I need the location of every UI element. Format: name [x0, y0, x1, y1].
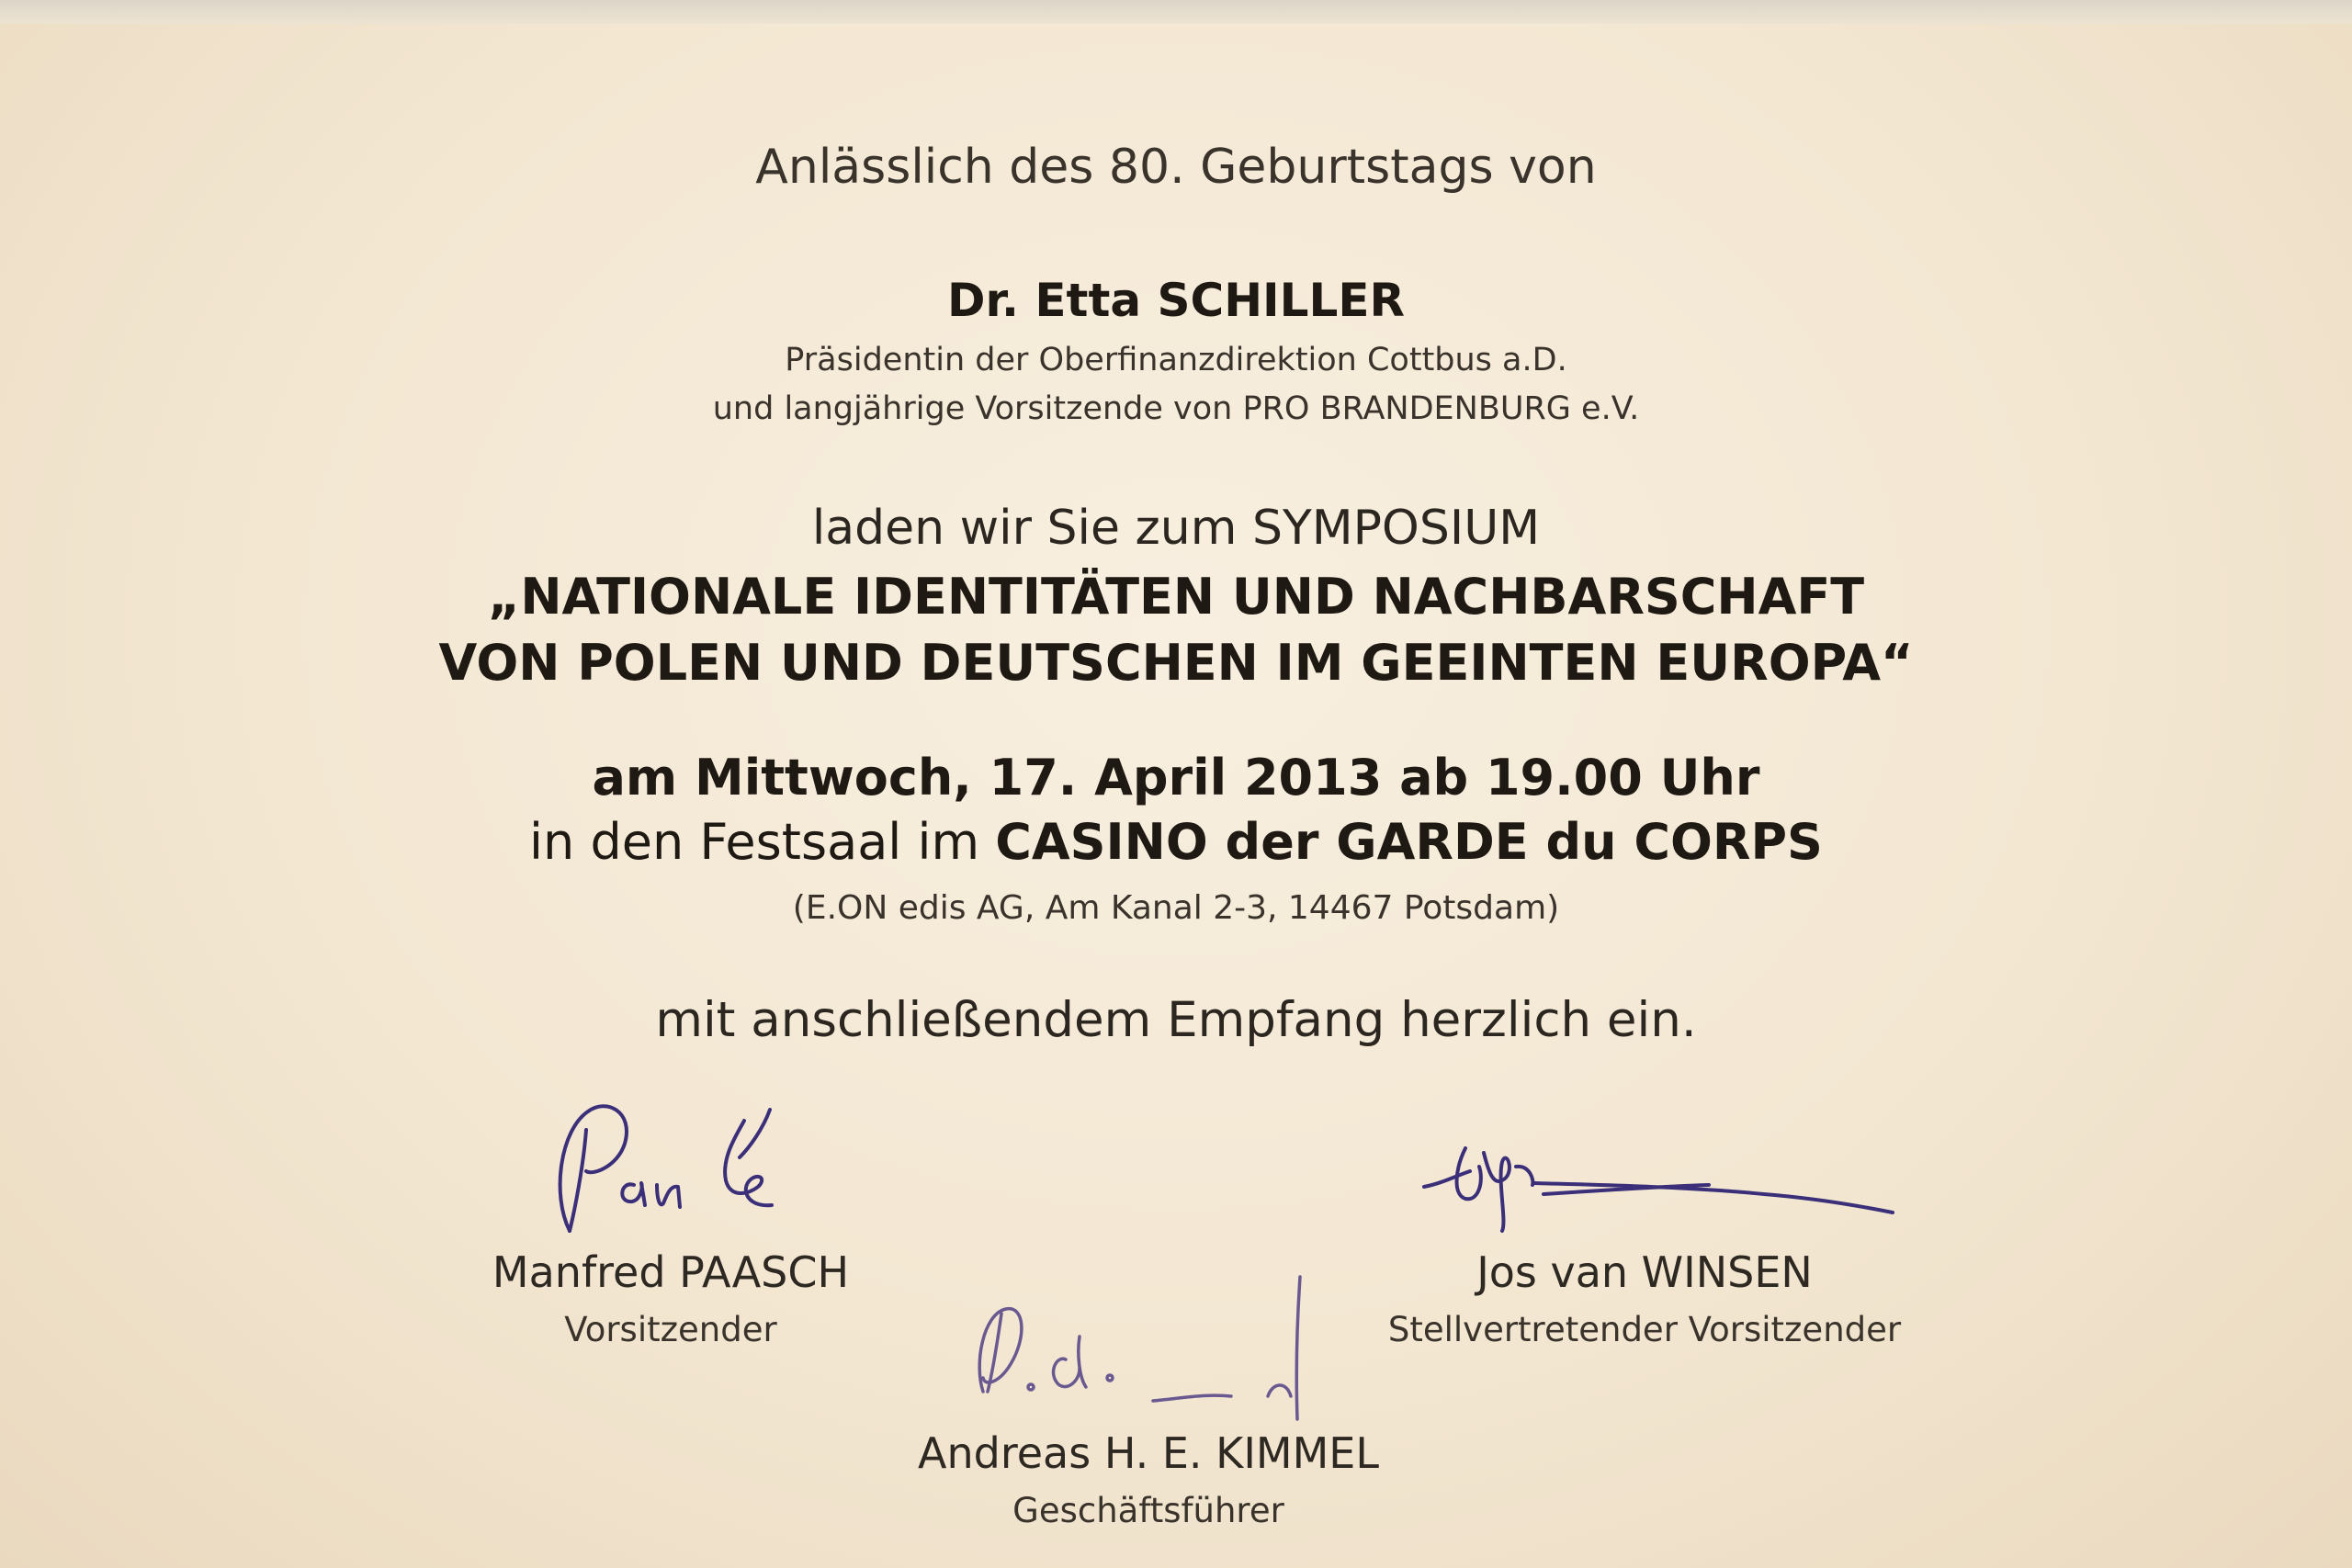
signatory-name: Jos van WINSEN	[1476, 1247, 1813, 1297]
event-date: am Mittwoch, 17. April 2013 ab 19.00 Uhr	[592, 749, 1760, 807]
signatory-kimmel	[845, 1428, 1452, 1530]
signatory-name: Manfred PAASCH	[492, 1247, 850, 1297]
signatory-paasch	[441, 1247, 900, 1349]
signatory-van-winsen	[1341, 1247, 1948, 1349]
signature-paasch	[533, 1093, 845, 1258]
invite-line: laden wir Sie zum SYMPOSIUM	[811, 501, 1541, 556]
event-place	[0, 813, 2352, 871]
honoree-title-line-2: und langjährige Vorsitzende von PRO BRANDENBURG e.V.	[712, 390, 1640, 427]
signatory-name: Andreas H. E. KIMMEL	[918, 1428, 1379, 1478]
place-prefix: in den Festsaal im	[529, 813, 996, 871]
closing-line: mit anschließendem Empfang herzlich ein.	[655, 992, 1697, 1048]
signature-van-winsen	[1415, 1130, 1911, 1240]
signatory-role: Stellvertretender Vorsitzender	[1387, 1310, 1902, 1349]
occasion-line: Anlässlich des 80. Geburtstags von	[755, 140, 1597, 195]
signatory-role: Vorsitzender	[564, 1310, 777, 1349]
card-top-edge	[0, 0, 2352, 24]
symposium-title-line-1: „NATIONALE IDENTITÄTEN UND NACHBARSCHAFT	[487, 568, 1865, 626]
signatory-role: Geschäftsführer	[1012, 1491, 1284, 1530]
venue-name: CASINO der GARDE du CORPS	[995, 813, 1823, 871]
honoree-title-line-1: Präsidentin der Oberfinanzdirektion Cottbus a.D.	[785, 342, 1567, 378]
venue-address: (E.ON edis AG, Am Kanal 2-3, 14467 Potsdam)	[792, 889, 1560, 927]
honoree-name: Dr. Etta SCHILLER	[946, 274, 1406, 327]
symposium-title-line-2: VON POLEN UND DEUTSCHEN IM GEEINTEN EUROPA“	[438, 634, 1914, 692]
signature-kimmel	[956, 1272, 1341, 1428]
